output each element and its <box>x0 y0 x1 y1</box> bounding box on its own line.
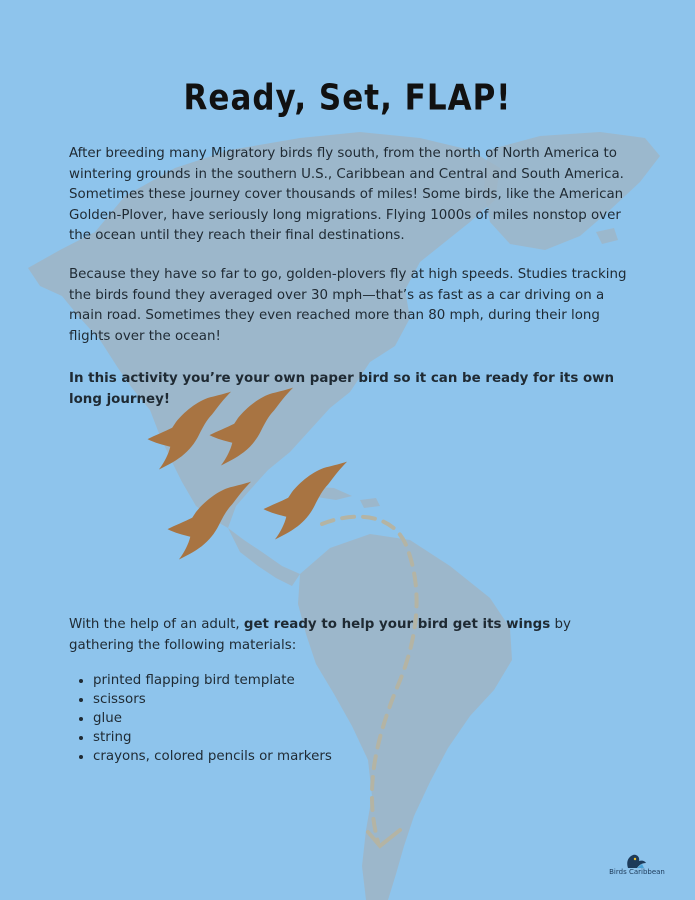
materials-list <box>69 671 332 766</box>
logo-text-left: Birds <box>609 868 627 876</box>
logo-text-right: Caribbean <box>628 868 665 876</box>
materials-intro-end: by gathering the following materials: <box>69 617 571 653</box>
speed-paragraph: Because they have so far to go, golden-plovers fly at high speeds. Studies tracking the birds found they averaged over 30 mph—that’s as fast as a car driving on a main road. Sometimes they even reached more than 80 mph, during their long flights over the ocean! <box>69 267 627 344</box>
list-item: • string <box>93 728 332 747</box>
list-item: • crayons, colored pencils or markers <box>93 747 332 766</box>
logo-text <box>604 868 670 876</box>
materials-intro <box>69 615 629 656</box>
materials-intro-start: With the help of an adult, <box>69 617 244 632</box>
birdscaribbean-logo <box>604 854 670 884</box>
bird-silhouette <box>168 482 252 560</box>
activity-paragraph: In this activity you’re your own paper bird so it can be ready for its own long journey! <box>69 371 615 407</box>
list-item: • printed flapping bird template <box>93 671 332 690</box>
intro-paragraph: After breeding many Migratory birds fly south, from the north of North America to wintering grounds in the southern U.S., Caribbean and Central and South America. Sometimes these journey cover thousands of miles! Some birds, like the American Golden-Plover, have seriously long migrations. Flying 1000s of miles nonstop over the ocean until they reach their final destinations. <box>69 146 624 244</box>
list-item: • scissors <box>93 690 332 709</box>
list-item: • glue <box>93 709 332 728</box>
page-title: Ready, Set, FLAP! <box>183 77 512 119</box>
materials-intro-bold: get ready to help your bird get its wings <box>243 617 551 632</box>
bird-silhouette <box>264 462 348 540</box>
